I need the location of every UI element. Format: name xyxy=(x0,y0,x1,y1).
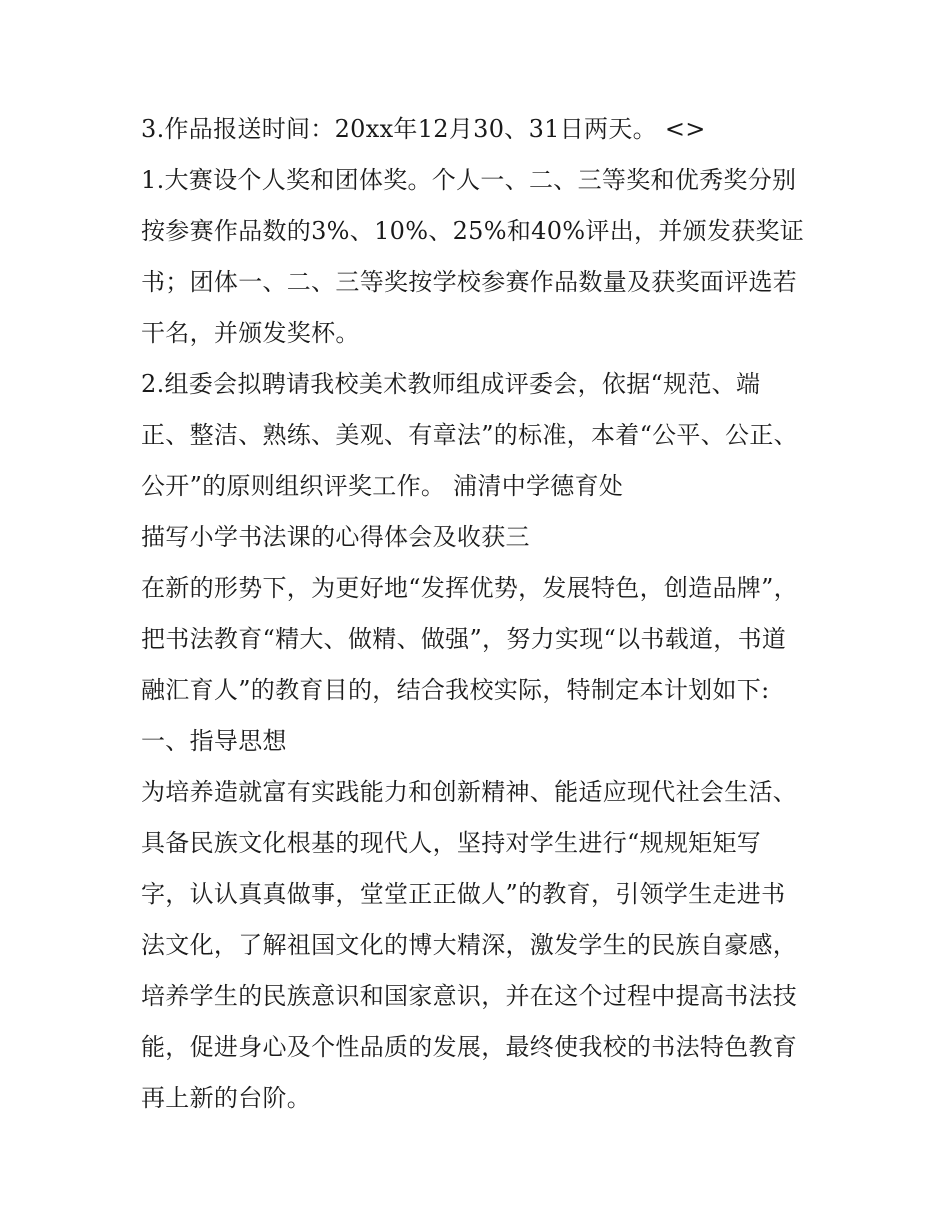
text-line: 干名，并颁发奖杯。 xyxy=(141,319,360,347)
document-page xyxy=(141,104,821,1124)
text-line: 培养学生的民族意识和国家意识，并在这个过程中提高书法技 xyxy=(141,982,798,1010)
text-line: 正、整洁、熟练、美观、有章法”的标准，本着“公平、公正、 xyxy=(141,421,798,449)
text-line: 法文化，了解祖国文化的博大精深，激发学生的民族自豪感， xyxy=(141,931,798,959)
text-line: 公开”的原则组织评奖工作。 浦清中学德育处 xyxy=(141,472,624,500)
text-line: 在新的形势下，为更好地“发挥优势，发展特色，创造品牌”， xyxy=(141,574,798,602)
text-line: 书；团体一、二、三等奖按学校参赛作品数量及获奖面评选若 xyxy=(141,268,798,296)
text-line: 再上新的台阶。 xyxy=(141,1084,312,1112)
text-line: 字，认认真真做事，堂堂正正做人”的教育，引领学生走进书 xyxy=(141,880,786,908)
text-line: 把书法教育“精大、做精、做强”，努力实现“以书载道，书道 xyxy=(141,625,787,653)
text-line: 按参赛作品数的3%、10%、25%和40%评出，并颁发获奖证 xyxy=(141,217,805,245)
text-line: 具备民族文化根基的现代人，坚持对学生进行“规规矩矩写 xyxy=(141,829,762,857)
text-line: 3.作品报送时间：20xx年12月30、31日两天。 <> xyxy=(141,115,706,143)
text-line: 2.组委会拟聘请我校美术教师组成评委会，依据“规范、端 xyxy=(141,370,761,398)
text-line: 为培养造就富有实践能力和创新精神、能适应现代社会生活、 xyxy=(141,778,798,806)
text-line: 能，促进身心及个性品质的发展，最终使我校的书法特色教育 xyxy=(141,1033,798,1061)
text-line: 融汇育人”的教育目的，结合我校实际，特制定本计划如下: xyxy=(141,676,770,704)
section-heading: 一、指导思想 xyxy=(141,727,287,755)
text-line: 1.大赛设个人奖和团体奖。个人一、二、三等奖和优秀奖分别 xyxy=(141,166,797,194)
section-title: 描写小学书法课的心得体会及收获三 xyxy=(141,523,530,551)
